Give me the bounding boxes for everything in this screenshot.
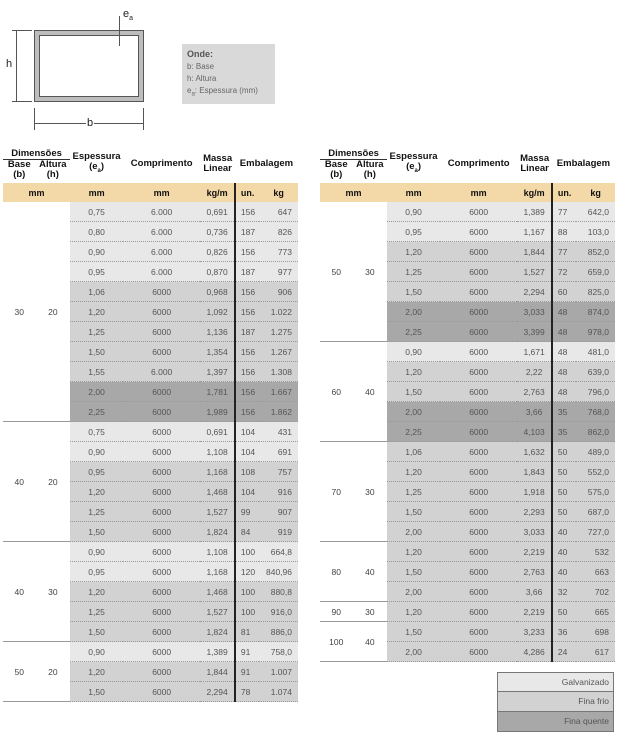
cell-un: 156 <box>235 242 259 262</box>
cell-espessura: 2,25 <box>387 322 440 342</box>
cell-massa: 1,397 <box>200 362 235 382</box>
cell-massa: 2,294 <box>200 682 235 702</box>
cell-espessura: 2,25 <box>387 422 440 442</box>
cell-espessura: 0,90 <box>70 242 123 262</box>
cell-espessura: 2,00 <box>387 402 440 422</box>
cell-un: 77 <box>552 242 576 262</box>
cell-kg: 663 <box>576 562 615 582</box>
cell-un: 156 <box>235 202 259 222</box>
cell-un: 187 <box>235 322 259 342</box>
cell-espessura: 1,25 <box>70 502 123 522</box>
cell-kg: 1.022 <box>259 302 298 322</box>
cell-kg: 1.308 <box>259 362 298 382</box>
cell-massa: 1,844 <box>517 242 552 262</box>
table-row <box>320 442 615 462</box>
cell-comprimento: 6000 <box>123 522 200 542</box>
cell-massa: 4,286 <box>517 642 552 662</box>
cell-comprimento: 6000 <box>440 202 517 222</box>
cell-kg: 1.267 <box>259 342 298 362</box>
cell-comprimento: 6000 <box>123 282 200 302</box>
cell-comprimento: 6000 <box>440 602 517 622</box>
cell-kg: 796,0 <box>576 382 615 402</box>
cell-kg: 489,0 <box>576 442 615 462</box>
cell-espessura: 1,20 <box>70 662 123 682</box>
cell-comprimento: 6000 <box>123 322 200 342</box>
cell-espessura: 1,06 <box>70 282 123 302</box>
cell-massa: 1,527 <box>517 262 552 282</box>
cell-espessura: 1,25 <box>70 322 123 342</box>
cell-espessura: 0,75 <box>70 422 123 442</box>
cell-kg: 575,0 <box>576 482 615 502</box>
header-embalagem: Embalagem <box>556 158 611 169</box>
cell-un: 48 <box>552 362 576 382</box>
cell-un: 36 <box>552 622 576 642</box>
cell-massa: 3,399 <box>517 322 552 342</box>
table-row <box>320 542 615 562</box>
header-comprimento: Comprimento <box>130 158 193 169</box>
cell-un: 187 <box>235 262 259 282</box>
cell-comprimento: 6000 <box>123 302 200 322</box>
cell-massa: 1,389 <box>200 642 235 662</box>
cell-comprimento: 6000 <box>123 682 200 702</box>
cell-comprimento: 6000 <box>440 542 517 562</box>
cell-massa: 2,763 <box>517 382 552 402</box>
cell-comprimento: 6000 <box>123 342 200 362</box>
cell-espessura: 1,50 <box>70 682 123 702</box>
cell-massa: 1,108 <box>200 442 235 462</box>
cell-kg: 768,0 <box>576 402 615 422</box>
cell-un: 100 <box>235 582 259 602</box>
group-base: 90 <box>320 602 353 622</box>
group-base: 70 <box>320 442 353 542</box>
table-row <box>320 202 615 222</box>
cell-massa: 1,671 <box>517 342 552 362</box>
cell-massa: 2,219 <box>517 542 552 562</box>
cell-espessura: 0,90 <box>70 442 123 462</box>
cell-comprimento: 6000 <box>440 582 517 602</box>
cell-espessura: 1,25 <box>387 262 440 282</box>
header-massa-linear: Massa Linear <box>203 153 233 174</box>
header-dimensoes: Dimensões <box>3 145 70 159</box>
cell-kg: 773 <box>259 242 298 262</box>
cell-un: 100 <box>235 542 259 562</box>
header-embalagem: Embalagem <box>239 158 294 169</box>
cell-massa: 3,66 <box>517 402 552 422</box>
cell-massa: 1,824 <box>200 622 235 642</box>
cell-kg: 639,0 <box>576 362 615 382</box>
cell-comprimento: 6000 <box>123 582 200 602</box>
cell-massa: 0,870 <box>200 262 235 282</box>
cell-comprimento: 6000 <box>123 482 200 502</box>
cell-kg: 906 <box>259 282 298 302</box>
cell-espessura: 1,25 <box>70 602 123 622</box>
cell-massa: 1,168 <box>200 562 235 582</box>
cell-kg: 825,0 <box>576 282 615 302</box>
cell-un: 32 <box>552 582 576 602</box>
cell-massa: 1,781 <box>200 382 235 402</box>
cell-massa: 2,294 <box>517 282 552 302</box>
cell-comprimento: 6000 <box>440 522 517 542</box>
cell-un: 187 <box>235 222 259 242</box>
cell-espessura: 2,00 <box>387 522 440 542</box>
cell-un: 100 <box>235 602 259 622</box>
cell-kg: 916,0 <box>259 602 298 622</box>
cell-espessura: 1,50 <box>387 622 440 642</box>
cell-espessura: 1,20 <box>70 482 123 502</box>
cell-kg: 431 <box>259 422 298 442</box>
group-altura: 40 <box>353 542 388 602</box>
cell-kg: 727,0 <box>576 522 615 542</box>
group-altura: 30 <box>353 202 388 342</box>
header-altura: Altura (h) <box>39 158 67 180</box>
group-altura: 30 <box>353 442 388 542</box>
cell-comprimento: 6000 <box>123 382 200 402</box>
cell-un: 40 <box>552 542 576 562</box>
cell-un: 156 <box>235 362 259 382</box>
cell-massa: 1,527 <box>200 502 235 522</box>
cell-kg: 758,0 <box>259 642 298 662</box>
cell-un: 48 <box>552 342 576 362</box>
cell-kg: 1.074 <box>259 682 298 702</box>
cell-espessura: 1,25 <box>387 482 440 502</box>
units-row: mm mm mm kg/m un. kg <box>320 183 615 202</box>
cell-massa: 1,989 <box>200 402 235 422</box>
cell-comprimento: 6000 <box>440 462 517 482</box>
cell-un: 91 <box>235 662 259 682</box>
cell-un: 48 <box>552 382 576 402</box>
cell-espessura: 0,90 <box>70 542 123 562</box>
cell-comprimento: 6000 <box>440 402 517 422</box>
cell-kg: 664,8 <box>259 542 298 562</box>
cell-comprimento: 6.000 <box>123 222 200 242</box>
cell-kg: 907 <box>259 502 298 522</box>
cell-espessura: 0,75 <box>70 202 123 222</box>
cell-massa: 0,826 <box>200 242 235 262</box>
cell-un: 78 <box>235 682 259 702</box>
cell-massa: 1,824 <box>200 522 235 542</box>
group-base: 60 <box>320 342 353 442</box>
cell-massa: 1,468 <box>200 582 235 602</box>
cell-comprimento: 6000 <box>440 322 517 342</box>
spec-table-left <box>3 145 298 702</box>
cell-massa: 3,033 <box>517 522 552 542</box>
cell-un: 50 <box>552 602 576 622</box>
header-espessura: Espessura $(e_a)$ <box>389 151 438 174</box>
cell-comprimento: 6000 <box>440 342 517 362</box>
cell-espessura: 1,55 <box>70 362 123 382</box>
cell-comprimento: 6000 <box>440 362 517 382</box>
cell-un: 48 <box>552 322 576 342</box>
cell-massa: 1,527 <box>200 602 235 622</box>
cell-espessura: 0,90 <box>387 342 440 362</box>
cell-espessura: 1,20 <box>387 602 440 622</box>
cell-espessura: 2,25 <box>70 402 123 422</box>
cell-un: 50 <box>552 482 576 502</box>
cell-un: 50 <box>552 462 576 482</box>
group-altura: 40 <box>353 342 388 442</box>
cell-kg: 1.667 <box>259 382 298 402</box>
cell-espessura: 0,90 <box>387 202 440 222</box>
cell-comprimento: 6000 <box>440 242 517 262</box>
cell-comprimento: 6000 <box>123 502 200 522</box>
cell-un: 99 <box>235 502 259 522</box>
cell-espessura: 0,95 <box>70 562 123 582</box>
cell-espessura: 2,00 <box>387 582 440 602</box>
cell-kg: 1.007 <box>259 662 298 682</box>
cell-comprimento: 6.000 <box>123 262 200 282</box>
cell-espessura: 1,06 <box>387 442 440 462</box>
cell-espessura: 2,00 <box>387 302 440 322</box>
cell-comprimento: 6000 <box>123 462 200 482</box>
cell-un: 35 <box>552 402 576 422</box>
cell-massa: 1,843 <box>517 462 552 482</box>
cell-espessura: 1,50 <box>387 382 440 402</box>
cell-un: 84 <box>235 522 259 542</box>
cell-massa: 0,691 <box>200 422 235 442</box>
header-base: Base (b) <box>324 158 348 180</box>
cell-un: 156 <box>235 302 259 322</box>
group-altura: 20 <box>36 202 71 422</box>
cell-kg: 532 <box>576 542 615 562</box>
tube-profile <box>34 30 144 102</box>
cell-comprimento: 6000 <box>440 382 517 402</box>
cell-kg: 874,0 <box>576 302 615 322</box>
legend-fina-quente: Fina quente <box>497 712 614 732</box>
cell-massa: 1,167 <box>517 222 552 242</box>
cell-un: 81 <box>235 622 259 642</box>
cell-massa: 1,844 <box>200 662 235 682</box>
cell-un: 108 <box>235 462 259 482</box>
group-base: 80 <box>320 542 353 602</box>
cell-comprimento: 6.000 <box>123 362 200 382</box>
table-row <box>3 642 298 662</box>
cell-kg: 665 <box>576 602 615 622</box>
header-base: Base (b) <box>7 158 31 180</box>
cell-massa: 2,763 <box>517 562 552 582</box>
cell-comprimento: 6000 <box>440 622 517 642</box>
cell-kg: 659,0 <box>576 262 615 282</box>
label-b: b <box>87 117 94 129</box>
cell-un: 50 <box>552 502 576 522</box>
group-base: 40 <box>3 542 36 642</box>
cell-un: 104 <box>235 442 259 462</box>
header-dimensoes: Dimensões <box>320 145 387 159</box>
units-row: mm mm mm kg/m un. kg <box>3 183 298 202</box>
cell-kg: 852,0 <box>576 242 615 262</box>
cell-espessura: 0,90 <box>70 642 123 662</box>
cell-kg: 698 <box>576 622 615 642</box>
cell-espessura: 0,95 <box>70 462 123 482</box>
cell-un: 156 <box>235 402 259 422</box>
header-altura: Altura (h) <box>356 158 384 180</box>
group-altura: 20 <box>36 422 71 542</box>
cell-kg: 862,0 <box>576 422 615 442</box>
cell-massa: 1,136 <box>200 322 235 342</box>
cell-massa: 1,632 <box>517 442 552 462</box>
cell-kg: 840,96 <box>259 562 298 582</box>
cell-massa: 1,168 <box>200 462 235 482</box>
table-row <box>3 422 298 442</box>
cell-comprimento: 6000 <box>440 422 517 442</box>
cell-kg: 919 <box>259 522 298 542</box>
cell-massa: 4,103 <box>517 422 552 442</box>
cell-un: 88 <box>552 222 576 242</box>
cell-espessura: 1,50 <box>387 282 440 302</box>
cell-kg: 691 <box>259 442 298 462</box>
cell-massa: 2,22 <box>517 362 552 382</box>
cell-comprimento: 6000 <box>440 262 517 282</box>
cell-massa: 3,033 <box>517 302 552 322</box>
cell-espessura: 2,00 <box>387 642 440 662</box>
legend-galvanizado: Galvanizado <box>497 672 614 692</box>
cell-espessura: 1,50 <box>387 562 440 582</box>
cell-kg: 1.862 <box>259 402 298 422</box>
cell-kg: 880,8 <box>259 582 298 602</box>
cell-massa: 0,691 <box>200 202 235 222</box>
cell-massa: 1,918 <box>517 482 552 502</box>
cell-comprimento: 6000 <box>123 622 200 642</box>
cell-kg: 978,0 <box>576 322 615 342</box>
cell-un: 40 <box>552 522 576 542</box>
group-base: 40 <box>3 422 36 542</box>
cell-espessura: 1,20 <box>70 582 123 602</box>
cell-massa: 2,293 <box>517 502 552 522</box>
cell-espessura: 1,50 <box>70 522 123 542</box>
cell-espessura: 0,95 <box>387 222 440 242</box>
table-row <box>320 622 615 642</box>
cell-kg: 647 <box>259 202 298 222</box>
cell-comprimento: 6000 <box>123 422 200 442</box>
cell-espessura: 0,95 <box>70 262 123 282</box>
group-base: 30 <box>3 202 36 422</box>
table-row <box>320 342 615 362</box>
cell-un: 104 <box>235 422 259 442</box>
cell-comprimento: 6000 <box>440 282 517 302</box>
cell-espessura: 1,50 <box>387 502 440 522</box>
group-base: 50 <box>320 202 353 342</box>
cell-un: 35 <box>552 422 576 442</box>
cell-massa: 0,736 <box>200 222 235 242</box>
cell-kg: 916 <box>259 482 298 502</box>
table-row <box>3 202 298 222</box>
cell-un: 40 <box>552 562 576 582</box>
label-h: h <box>6 58 13 70</box>
cell-massa: 3,66 <box>517 582 552 602</box>
cell-un: 77 <box>552 202 576 222</box>
cell-espessura: 1,20 <box>387 542 440 562</box>
table-row <box>3 542 298 562</box>
cell-un: 24 <box>552 642 576 662</box>
cell-comprimento: 6000 <box>123 662 200 682</box>
cell-comprimento: 6000 <box>123 402 200 422</box>
cell-espessura: 1,50 <box>70 622 123 642</box>
group-altura: 30 <box>353 602 388 622</box>
table-row <box>320 602 615 622</box>
group-base: 50 <box>3 642 36 702</box>
cell-espessura: 1,50 <box>70 342 123 362</box>
cell-kg: 702 <box>576 582 615 602</box>
cell-un: 72 <box>552 262 576 282</box>
cell-kg: 977 <box>259 262 298 282</box>
cell-kg: 826 <box>259 222 298 242</box>
cell-comprimento: 6000 <box>440 302 517 322</box>
cell-comprimento: 6000 <box>440 222 517 242</box>
cell-kg: 103,0 <box>576 222 615 242</box>
header-massa-linear: Massa Linear <box>520 153 550 174</box>
cell-kg: 757 <box>259 462 298 482</box>
cell-massa: 2,219 <box>517 602 552 622</box>
cell-un: 60 <box>552 282 576 302</box>
cell-espessura: 1,20 <box>387 462 440 482</box>
cell-un: 91 <box>235 642 259 662</box>
cell-kg: 642,0 <box>576 202 615 222</box>
cell-kg: 617 <box>576 642 615 662</box>
cell-comprimento: 6000 <box>440 482 517 502</box>
cell-espessura: 2,00 <box>70 382 123 402</box>
cell-comprimento: 6000 <box>440 502 517 522</box>
group-altura: 30 <box>36 542 71 642</box>
cell-massa: 1,354 <box>200 342 235 362</box>
legend-fina-frio: Fina frio <box>497 692 614 712</box>
cell-comprimento: 6000 <box>123 542 200 562</box>
group-altura: 20 <box>36 642 71 702</box>
group-altura: 40 <box>353 622 388 662</box>
cell-massa: 0,968 <box>200 282 235 302</box>
header-comprimento: Comprimento <box>447 158 510 169</box>
group-base: 100 <box>320 622 353 662</box>
cell-un: 104 <box>235 482 259 502</box>
cell-kg: 687,0 <box>576 502 615 522</box>
cell-comprimento: 6000 <box>440 642 517 662</box>
cell-massa: 1,389 <box>517 202 552 222</box>
cell-kg: 552,0 <box>576 462 615 482</box>
cell-un: 156 <box>235 282 259 302</box>
cell-espessura: 1,20 <box>387 242 440 262</box>
cell-comprimento: 6000 <box>123 602 200 622</box>
cell-kg: 886,0 <box>259 622 298 642</box>
cell-espessura: 1,20 <box>387 362 440 382</box>
cell-espessura: 1,20 <box>70 302 123 322</box>
cell-massa: 1,108 <box>200 542 235 562</box>
cell-comprimento: 6.000 <box>123 202 200 222</box>
cell-massa: 3,233 <box>517 622 552 642</box>
cell-comprimento: 6000 <box>123 442 200 462</box>
cell-espessura: 0,80 <box>70 222 123 242</box>
cell-comprimento: 6000 <box>440 562 517 582</box>
cell-un: 120 <box>235 562 259 582</box>
cell-comprimento: 6000 <box>123 562 200 582</box>
cell-un: 48 <box>552 302 576 322</box>
cell-kg: 481,0 <box>576 342 615 362</box>
cell-comprimento: 6000 <box>123 642 200 662</box>
cell-massa: 1,092 <box>200 302 235 322</box>
color-legend <box>497 672 614 732</box>
header-espessura: Espessura $(e_a)$ <box>72 151 121 174</box>
cell-un: 50 <box>552 442 576 462</box>
legend-note: Onde: b: Base h: Altura $e_a$: Espessura (mm) <box>182 44 275 104</box>
cell-comprimento: 6.000 <box>123 242 200 262</box>
cell-massa: 1,468 <box>200 482 235 502</box>
label-ea: $e_a$ <box>123 8 134 23</box>
cell-un: 156 <box>235 382 259 402</box>
cell-comprimento: 6000 <box>440 442 517 462</box>
cell-kg: 1.275 <box>259 322 298 342</box>
cell-un: 156 <box>235 342 259 362</box>
spec-table-right <box>320 145 615 662</box>
